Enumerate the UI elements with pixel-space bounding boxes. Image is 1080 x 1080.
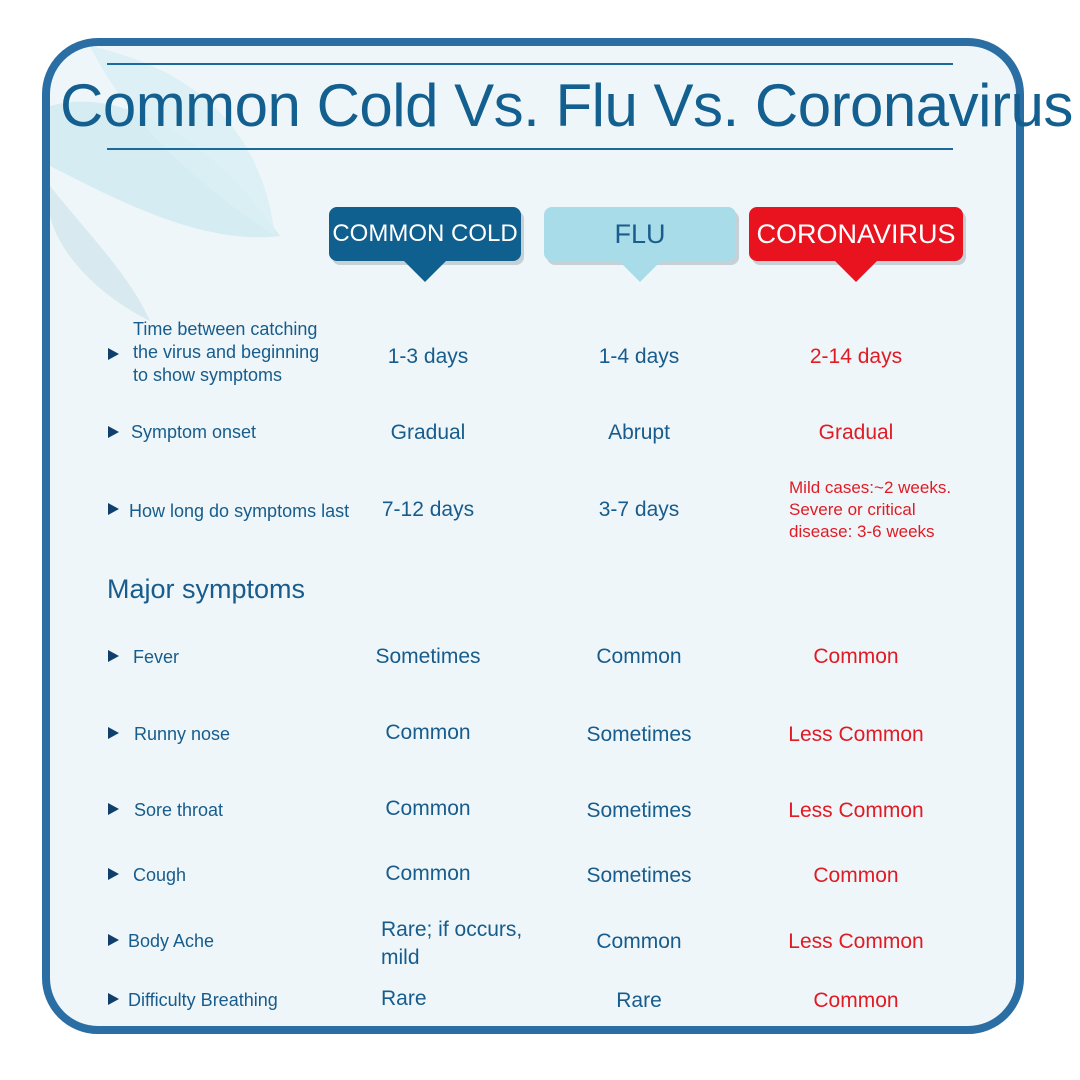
coronavirus-value: Common — [813, 645, 899, 668]
flu-value: 1-4 days — [598, 345, 680, 368]
common-cold-value: 1-3 days — [387, 345, 469, 368]
flu-value: Sometimes — [586, 864, 692, 887]
common-cold-value: 7-12 days — [381, 498, 475, 521]
bullet-arrow-icon — [108, 426, 119, 438]
row-label: Fever — [133, 647, 180, 667]
row-label: Body Ache — [128, 931, 215, 951]
bullet-arrow-icon — [108, 868, 119, 880]
column-header-flu — [544, 207, 736, 261]
title-bottom-rule — [107, 148, 953, 150]
flu-value: Abrupt — [608, 421, 670, 444]
coronavirus-value: Less Common — [788, 930, 924, 953]
coronavirus-value: Common — [813, 864, 899, 887]
flu-value: Common — [596, 930, 682, 953]
common-cold-value: Common — [385, 797, 471, 820]
bullet-arrow-icon — [108, 993, 119, 1005]
coronavirus-value: Mild cases:~2 weeks. Severe or critical disease: 3-6 weeks — [789, 478, 952, 541]
row-label: Runny nose — [134, 724, 231, 744]
common-cold-value: Gradual — [390, 421, 466, 444]
column-header-common-cold-label: COMMON COLD — [332, 220, 518, 247]
column-header-flu-label: FLU — [614, 218, 666, 249]
pointer-triangle-icon — [834, 260, 878, 282]
row-label: How long do symptoms last — [129, 501, 350, 521]
coronavirus-value: Gradual — [818, 421, 894, 444]
pointer-triangle-icon — [403, 260, 447, 282]
coronavirus-value: Less Common — [788, 799, 924, 822]
column-header-coronavirus — [749, 207, 963, 261]
coronavirus-value: Common — [813, 989, 899, 1012]
title-top-rule — [107, 63, 953, 65]
common-cold-value: Rare; if occurs, mild — [381, 918, 523, 969]
pointer-triangle-icon — [618, 260, 662, 282]
row-label: Cough — [133, 865, 187, 885]
coronavirus-value: 2-14 days — [809, 345, 903, 368]
bullet-arrow-icon — [108, 650, 119, 662]
row-label: Difficulty Breathing — [128, 990, 278, 1010]
row-label: Symptom onset — [131, 422, 257, 442]
common-cold-value: Common — [385, 721, 471, 744]
common-cold-value: Sometimes — [375, 645, 481, 668]
flu-value: 3-7 days — [598, 498, 680, 521]
page-title: Common Cold Vs. Flu Vs. Coronavirus — [60, 72, 1073, 139]
bullet-arrow-icon — [108, 503, 119, 515]
bullet-arrow-icon — [108, 803, 119, 815]
common-cold-value: Rare — [381, 987, 427, 1010]
coronavirus-value: Less Common — [788, 723, 924, 746]
common-cold-value: Common — [385, 862, 471, 885]
row-label: Time between catching the virus and beginning to show symptoms — [133, 319, 320, 385]
bullet-arrow-icon — [108, 727, 119, 739]
bullet-arrow-icon — [108, 934, 119, 946]
section-title-major-symptoms: Major symptoms — [107, 574, 306, 604]
bullet-arrow-icon — [108, 348, 119, 360]
flu-value: Common — [596, 645, 682, 668]
row-label: Sore throat — [134, 800, 224, 820]
column-header-common-cold — [329, 207, 521, 261]
flu-value: Rare — [616, 989, 662, 1012]
column-header-coronavirus-label: CORONAVIRUS — [756, 218, 956, 249]
flu-value: Sometimes — [586, 723, 692, 746]
flu-value: Sometimes — [586, 799, 692, 822]
